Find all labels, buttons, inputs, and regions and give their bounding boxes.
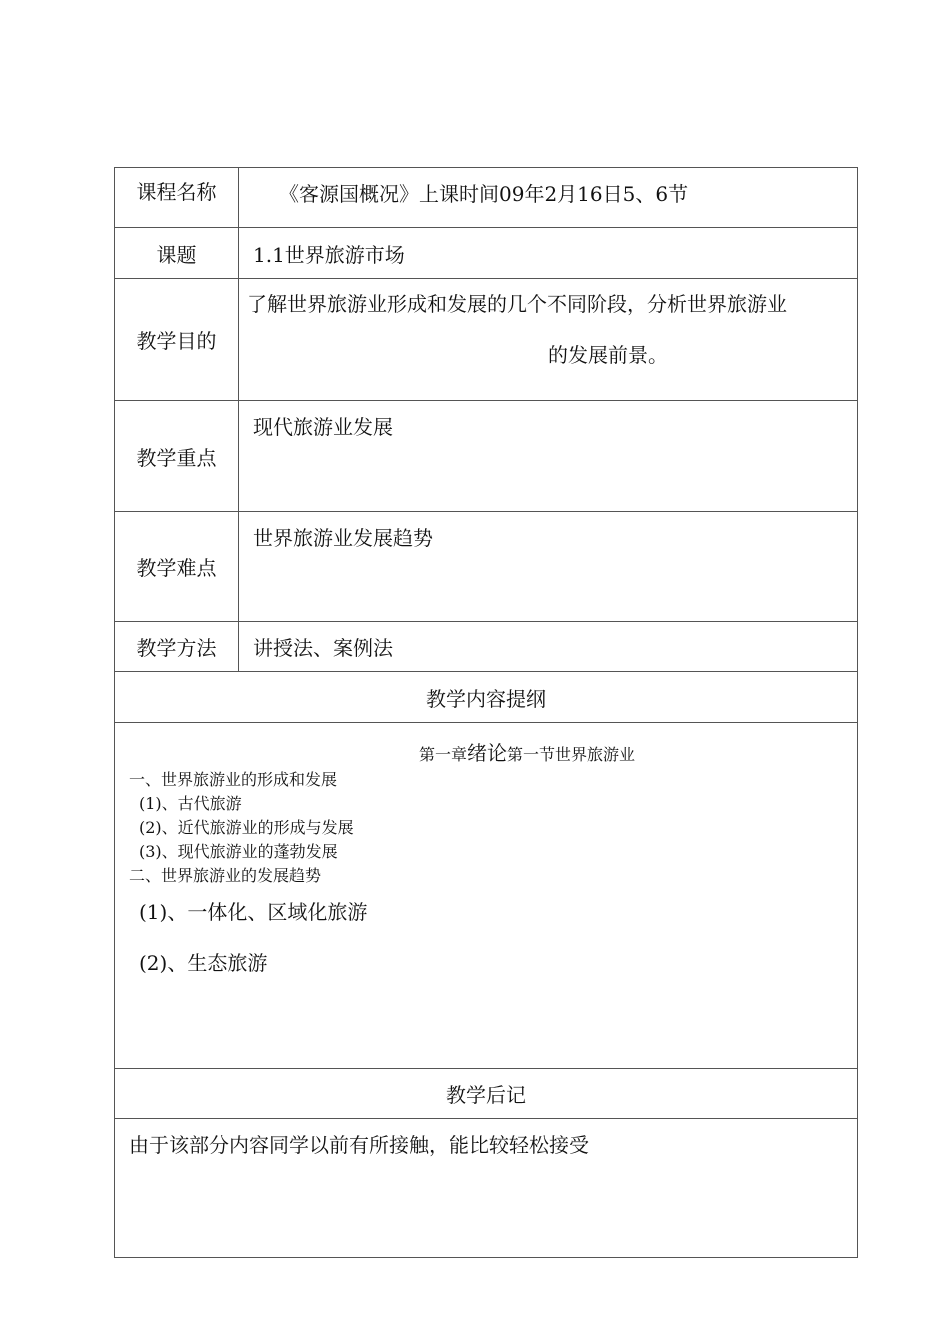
chapter-name: 绪论 xyxy=(467,741,507,765)
course-name-label: 课程名称 xyxy=(115,168,239,228)
postscript-header: 教学后记 xyxy=(115,1069,858,1119)
goal-value-line1: 了解世界旅游业形成和发展的几个不同阶段，分析世界旅游业 xyxy=(247,292,787,316)
outline-item: 二、世界旅游业的发展趋势 xyxy=(129,866,322,885)
row-topic xyxy=(115,228,858,279)
row-difficulties xyxy=(115,512,858,622)
key-points-value: 现代旅游业发展 xyxy=(239,401,858,512)
outline-header: 教学内容提纲 xyxy=(115,672,858,723)
method-label: 教学方法 xyxy=(115,622,239,672)
row-postscript-content xyxy=(115,1119,858,1258)
goal-label: 教学目的 xyxy=(115,279,239,401)
outline-item: 一、世界旅游业的形成和发展 xyxy=(129,770,338,789)
outline-item: (3)、现代旅游业的蓬勃发展 xyxy=(139,842,338,861)
section-name: 第一节世界旅游业 xyxy=(507,745,636,764)
row-key-points xyxy=(115,401,858,512)
goal-cell xyxy=(239,279,858,401)
topic-value: 1.1世界旅游市场 xyxy=(239,228,858,279)
key-points-label: 教学重点 xyxy=(115,401,239,512)
lesson-plan-table xyxy=(114,167,858,1258)
row-outline-content xyxy=(115,723,858,1069)
chapter-title xyxy=(209,737,845,766)
postscript-text: 由于该部分内容同学以前有所接触，能比较轻松接受 xyxy=(115,1119,858,1258)
outline-content xyxy=(115,723,858,1069)
row-outline-header xyxy=(115,672,858,723)
row-method xyxy=(115,622,858,672)
difficulties-value: 世界旅游业发展趋势 xyxy=(239,512,858,622)
outline-item: (1)、一体化、区域化旅游 xyxy=(139,900,368,924)
outline-item: (2)、近代旅游业的形成与发展 xyxy=(139,818,354,837)
row-goal xyxy=(115,279,858,401)
outline-item: (2)、生态旅游 xyxy=(139,951,268,975)
course-name-value: 《客源国概况》上课时间09年2月16日5、6节 xyxy=(239,168,858,228)
difficulties-label: 教学难点 xyxy=(115,512,239,622)
outline-item: (1)、古代旅游 xyxy=(139,794,242,813)
goal-value-line2: 的发展前景。 xyxy=(548,343,668,367)
chapter-number: 第一章 xyxy=(418,745,467,764)
method-value: 讲授法、案例法 xyxy=(239,622,858,672)
row-course-name xyxy=(115,168,858,228)
row-postscript-header xyxy=(115,1069,858,1119)
topic-label: 课题 xyxy=(115,228,239,279)
